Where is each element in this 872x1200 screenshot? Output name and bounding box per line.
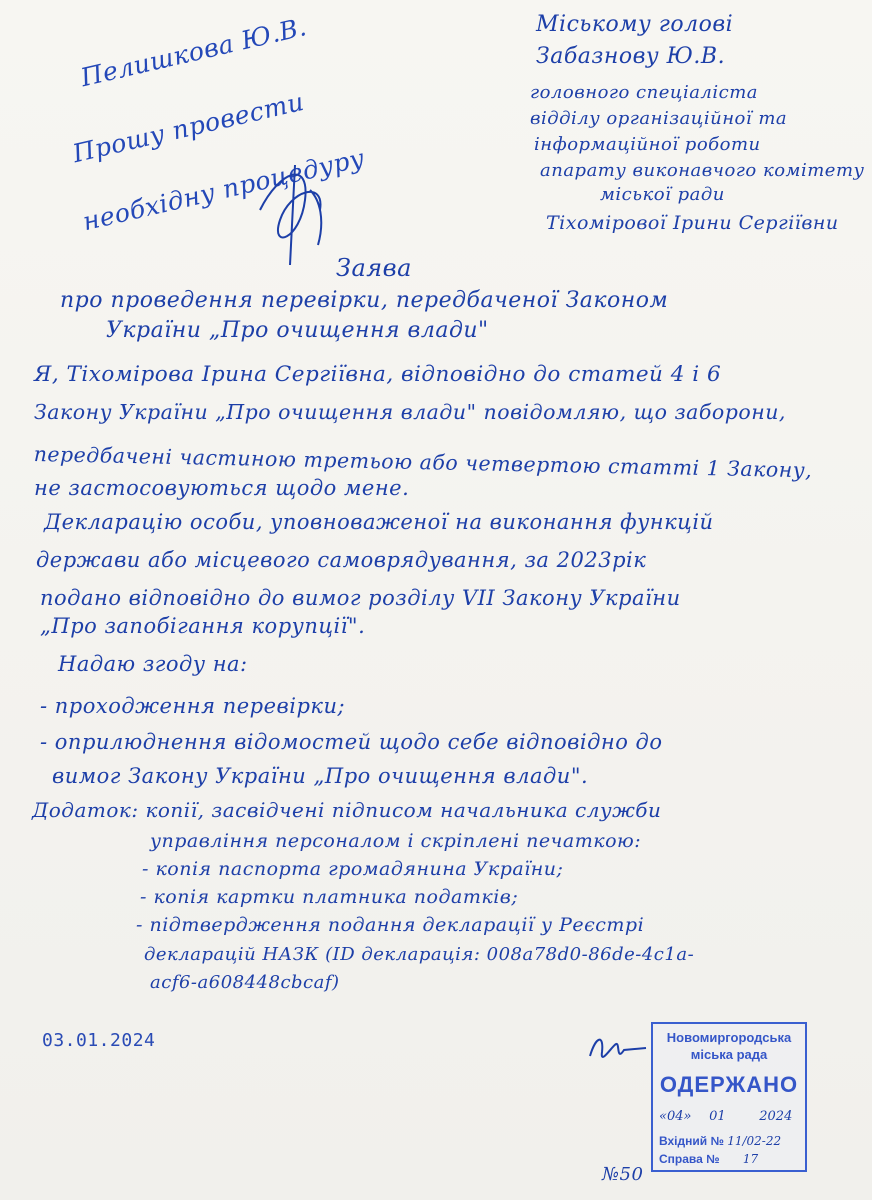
addressee-line: Забазнову Ю.В. [536, 44, 726, 69]
addressee-line: головного спеціаліста [530, 82, 759, 103]
subtitle-line-1: про проведення перевірки, передбаченої Законом [60, 288, 669, 313]
resolution-line-2: Прошу провести [70, 86, 307, 169]
stamp-org-line-1: Новомиргородська [666, 1030, 792, 1045]
attachment-line: Додаток: копії, засвідчені підписом начальника служби [32, 798, 662, 822]
subtitle-line-2: України „Про очищення влади" [106, 318, 489, 343]
body-line: Закону України „Про очищення влади" повідомляю, що заборони, [34, 400, 786, 424]
attachment-line: - підтвердження подання декларації у Реєстрі [136, 914, 645, 936]
stamp-org-line-2: міська рада [690, 1047, 768, 1062]
attachment-line: управління персоналом і скріплені печаткою: [150, 830, 642, 852]
stamp-day: «04» [659, 1109, 692, 1124]
stamp-date-row [653, 1108, 805, 1124]
page-number: №50 [602, 1164, 644, 1185]
body-line: - проходження перевірки; [40, 694, 346, 718]
body-line: Декларацію особи, уповноваженої на виконання функцій [44, 510, 714, 534]
stamp-case-value: 17 [742, 1152, 759, 1166]
stamp-received: ОДЕРЖАНО [659, 1072, 799, 1097]
applicant-signature [586, 1026, 650, 1070]
body-line: - оприлюднення відомостей щодо себе відповідно до [40, 730, 663, 754]
addressee-line: міської ради [600, 184, 725, 205]
attachment-line: декларацій НАЗК (ID декларація: 008a78d0-86de-4c1a- [144, 944, 695, 965]
stamp-year: 2024 [759, 1109, 793, 1124]
attachment-line: - копія паспорта громадянина України; [142, 858, 564, 880]
body-line: держави або місцевого самоврядування, за 2023рік [36, 548, 647, 572]
attachment-line: acf6-a608448cbcaf) [150, 972, 340, 993]
document-date: 03.01.2024 [42, 1030, 156, 1051]
stamp-incoming-value: 11/02-22 [727, 1134, 782, 1148]
stamp-incoming-label: Вхідний № [659, 1134, 724, 1148]
attachment-line: - копія картки платника податків; [140, 886, 519, 908]
resolution-line-3: необхідну процедуру [80, 143, 368, 237]
resolution-line-1: Пелишкова Ю.В. [78, 12, 310, 93]
body-line: вимог Закону України „Про очищення влади". [52, 764, 589, 788]
body-line: подано відповідно до вимог розділу VII Закону України [40, 586, 681, 610]
body-line: „Про запобігання корупції". [40, 614, 366, 638]
body-line: передбачені частиною третьою або четвертою статті 1 Закону, [33, 442, 813, 483]
addressee-line: Міському голові [536, 12, 734, 37]
body-line: Надаю згоду на: [58, 652, 248, 676]
document-title: Заява [336, 254, 412, 282]
stamp-incoming-row [653, 1134, 805, 1148]
stamp-case-row [653, 1152, 805, 1166]
body-line: не застосовуються щодо мене. [34, 476, 410, 500]
stamp-month: 01 [709, 1109, 726, 1124]
registration-stamp [651, 1022, 807, 1172]
addressee-line: відділу організаційної та [530, 108, 788, 129]
stamp-case-label: Справа № [659, 1152, 720, 1166]
addressee-line: апарату виконавчого комітету [540, 160, 865, 181]
addressee-line: Тіхомірової Ірини Сергіївни [546, 212, 839, 234]
body-line: Я, Тіхомірова Ірина Сергіївна, відповідно до статей 4 і 6 [34, 362, 722, 387]
resolution-signature [250, 150, 340, 270]
addressee-line: інформаційної роботи [534, 134, 761, 155]
